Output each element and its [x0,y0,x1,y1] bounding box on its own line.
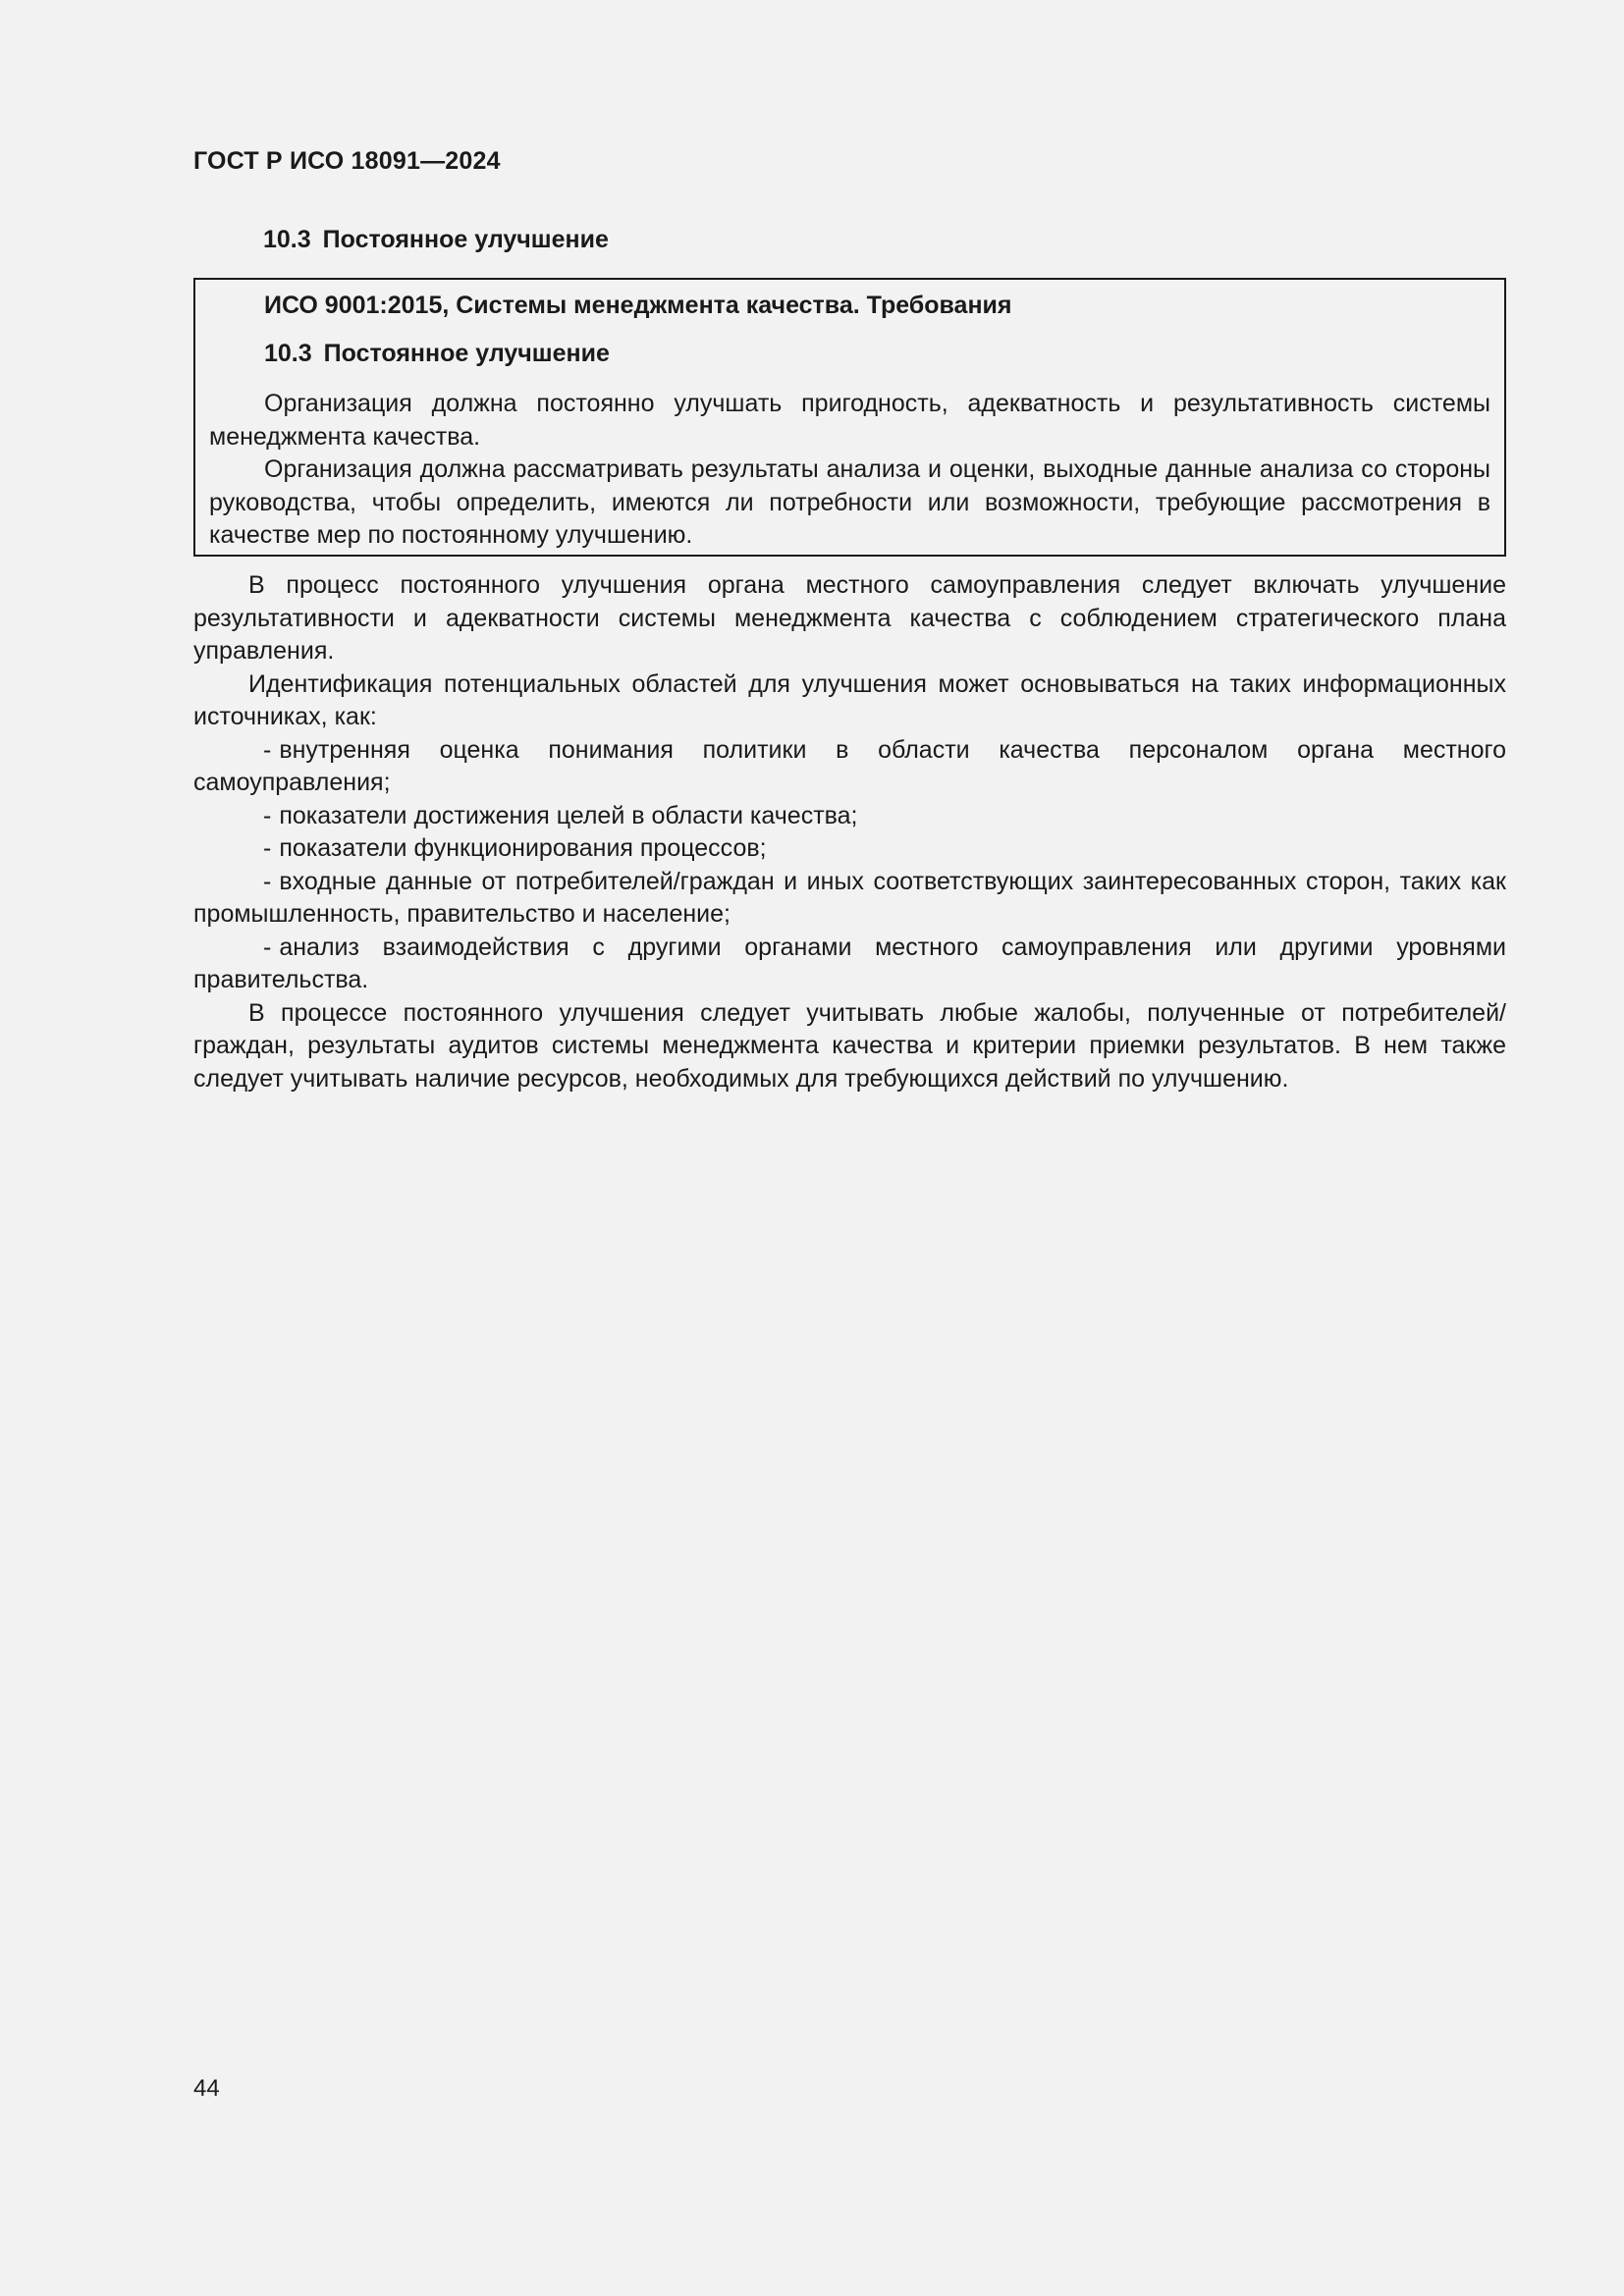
document-id: ГОСТ Р ИСО 18091—2024 [193,147,501,175]
list-item [193,932,1506,997]
quote-subsection-title: Постоянное улучшение [323,340,610,367]
quote-paragraph: Организация должна рассматривать результаты анализа и оценки, выходные данные анализа со стороны руководства, чтобы определить, имеются ли потребности или возможности, требующие рассмотрения в качестве мер по постоянному улучшению. [209,455,1490,549]
section-heading [263,226,609,254]
body-paragraph: Идентификация потенциальных областей для улучшения может основываться на таких информационных источниках, как: [193,669,1506,730]
list-marker: - [263,867,272,895]
list-item [193,832,1506,866]
body-paragraph: В процесс постоянного улучшения органа местного самоуправления следует включать улучшение результативности и адекватности системы менеджмента качества с соблюдением стратегического плана управления. [193,571,1506,665]
list-item-text: внутренняя оценка понимания политики в области качества персоналом органа местного самоуправления; [193,735,1506,796]
quote-paragraph: Организация должна постоянно улучшать пригодность, адекватность и результативность системы менеджмента качества. [209,390,1490,451]
page-number: 44 [193,2075,220,2102]
list-marker: - [263,801,272,829]
quote-subsection-number: 10.3 [264,340,312,367]
body-paragraph: В процессе постоянного улучшения следует учитывать любые жалобы, полученные от потребителей/граждан, результаты аудитов системы менеджмента качества и критерии приемки результатов. В нем также следует учитывать наличие ресурсов, необходимых для требующихся действий по улучшению. [193,998,1506,1093]
section-title: Постоянное улучшение [322,226,609,253]
list-marker: - [263,735,272,764]
list-item [193,866,1506,932]
list-item-text: показатели функционирования процессов; [279,834,767,862]
list-item [193,800,1506,833]
list-marker: - [263,834,272,862]
list-item-text: показатели достижения целей в области качества; [279,801,858,829]
quote-subheading [264,340,610,368]
quoted-requirement-box [193,278,1506,557]
list-item-text: анализ взаимодействия с другими органами местного самоуправления или другими уровнями правительства. [193,933,1506,993]
section-number: 10.3 [263,226,311,253]
list-marker: - [263,933,272,961]
quote-body [195,388,1504,553]
list-item [193,734,1506,800]
list-item-text: входные данные от потребителей/граждан и иных соответствующих заинтересованных сторон, таких как промышленность, правительство и население; [193,867,1506,928]
main-body [193,569,1506,1095]
quote-title: ИСО 9001:2015, Системы менеджмента качества. Требования [264,292,1012,319]
